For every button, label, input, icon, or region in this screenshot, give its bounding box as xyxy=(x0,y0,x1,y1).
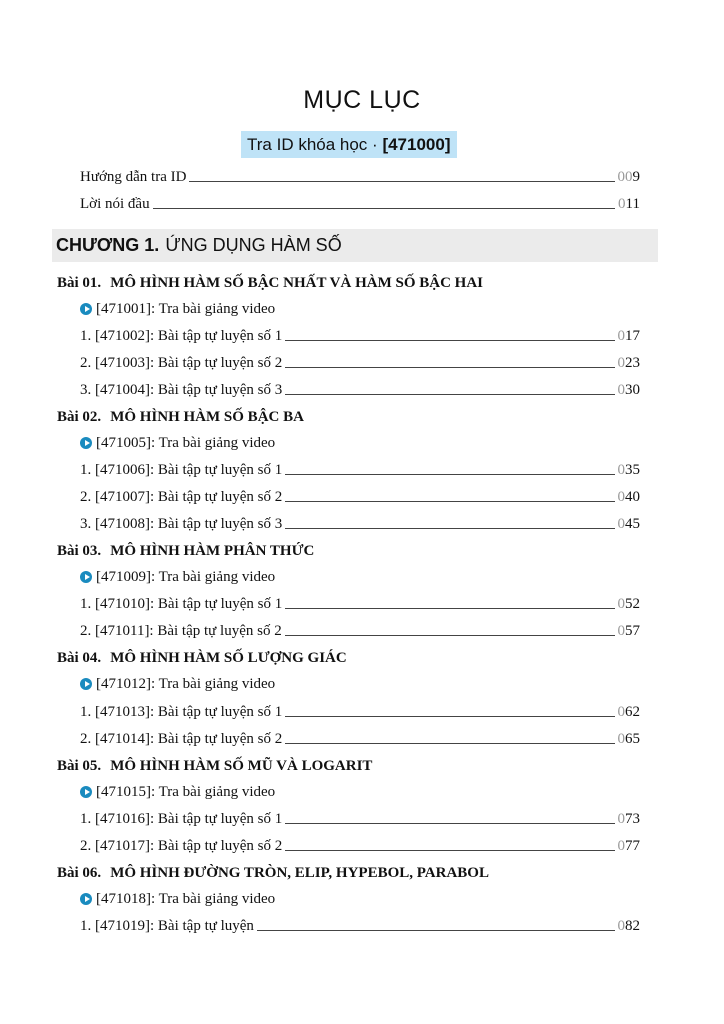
leader-line xyxy=(285,340,614,341)
page-number: 030 xyxy=(617,382,640,398)
video-link-label: [471015]: Tra bài giảng video xyxy=(96,783,276,800)
page-number: 035 xyxy=(617,462,640,478)
page-number: 023 xyxy=(617,355,640,371)
page-number: 057 xyxy=(617,623,640,639)
leader-line xyxy=(285,474,614,475)
lesson-number: Bài 04. xyxy=(57,650,102,666)
toc-entry-label: 2. [471011]: Bài tập tự luyện số 2 xyxy=(80,623,282,639)
lesson-heading[interactable] xyxy=(57,753,372,775)
toc-entry[interactable] xyxy=(80,701,640,721)
toc-entry[interactable] xyxy=(80,593,640,613)
video-link[interactable] xyxy=(80,433,275,453)
toc-entry[interactable] xyxy=(80,835,640,855)
page-number: 017 xyxy=(617,328,640,344)
lesson-title: MÔ HÌNH HÀM SỐ BẬC BA xyxy=(110,409,304,425)
leader-line xyxy=(285,743,614,744)
lesson-number: Bài 01. xyxy=(57,275,102,291)
toc-entry-label: 1. [471010]: Bài tập tự luyện số 1 xyxy=(80,596,283,612)
lesson-number: Bài 03. xyxy=(57,543,102,559)
leader-line xyxy=(285,501,614,502)
video-link[interactable] xyxy=(80,567,275,587)
toc-entry[interactable] xyxy=(80,808,640,828)
video-link[interactable] xyxy=(80,889,275,909)
page-number: 073 xyxy=(617,811,640,827)
leader-line xyxy=(285,528,614,529)
leader-line xyxy=(285,716,614,717)
toc-entry[interactable] xyxy=(80,513,640,533)
play-icon xyxy=(80,678,92,690)
video-link-label: [471012]: Tra bài giảng video xyxy=(96,675,276,692)
toc-entry[interactable] xyxy=(80,379,640,399)
page-number: 077 xyxy=(617,838,640,854)
toc-entry-label: 2. [471007]: Bài tập tự luyện số 2 xyxy=(80,489,283,505)
video-link-label: [471001]: Tra bài giảng video xyxy=(96,300,276,317)
play-icon xyxy=(80,437,92,449)
lesson-number: Bài 02. xyxy=(57,409,102,425)
toc-entry-label: Hướng dẫn tra ID xyxy=(80,169,187,185)
leader-line xyxy=(285,850,614,851)
page-number: 065 xyxy=(617,731,640,747)
lesson-heading[interactable] xyxy=(57,538,314,560)
lesson-title: MÔ HÌNH HÀM SỐ BẬC NHẤT VÀ HÀM SỐ BẬC HAI xyxy=(110,275,483,291)
leader-line xyxy=(189,181,614,182)
toc-entry-label: 2. [471003]: Bài tập tự luyện số 2 xyxy=(80,355,283,371)
leader-line xyxy=(285,608,614,609)
page-title: MỤC LỤC xyxy=(303,86,421,114)
leader-line xyxy=(257,930,615,931)
course-id-lookup xyxy=(241,131,457,158)
play-icon xyxy=(80,303,92,315)
toc-entry-label: Lời nói đầu xyxy=(80,196,150,212)
toc-entry[interactable] xyxy=(80,193,640,213)
play-icon xyxy=(80,786,92,798)
chapter-heading[interactable] xyxy=(52,229,658,262)
toc-entry[interactable] xyxy=(80,325,640,345)
leader-line xyxy=(285,635,615,636)
toc-entry-label: 1. [471019]: Bài tập tự luyện xyxy=(80,918,254,934)
toc-entry-label: 2. [471017]: Bài tập tự luyện số 2 xyxy=(80,838,283,854)
toc-entry[interactable] xyxy=(80,459,640,479)
video-link-label: [471009]: Tra bài giảng video xyxy=(96,568,276,585)
lesson-number: Bài 06. xyxy=(57,865,102,881)
page-number: 062 xyxy=(617,704,640,720)
course-lookup-label: Tra ID khóa học · xyxy=(247,135,378,154)
toc-entry-label: 3. [471008]: Bài tập tự luyện số 3 xyxy=(80,516,283,532)
play-icon xyxy=(80,571,92,583)
lesson-heading[interactable] xyxy=(57,860,489,882)
leader-line xyxy=(285,823,614,824)
page-number: 045 xyxy=(617,516,640,532)
toc-entry[interactable] xyxy=(80,486,640,506)
lesson-heading[interactable] xyxy=(57,645,347,667)
page-number: 040 xyxy=(617,489,640,505)
lesson-title: MÔ HÌNH HÀM SỐ MŨ VÀ LOGARIT xyxy=(110,758,373,774)
chapter-title: ỨNG DỤNG HÀM SỐ xyxy=(165,235,342,255)
lesson-title: MÔ HÌNH HÀM PHÂN THỨC xyxy=(110,543,315,559)
toc-entry[interactable] xyxy=(80,620,640,640)
video-link-label: [471005]: Tra bài giảng video xyxy=(96,434,276,451)
lesson-number: Bài 05. xyxy=(57,758,102,774)
toc-entry[interactable] xyxy=(80,352,640,372)
toc-entry-label: 1. [471016]: Bài tập tự luyện số 1 xyxy=(80,811,283,827)
toc-entry[interactable] xyxy=(80,166,640,186)
page-number: 082 xyxy=(617,918,640,934)
lesson-heading[interactable] xyxy=(57,404,304,426)
page-number: 011 xyxy=(618,196,640,212)
toc-entry[interactable] xyxy=(80,728,640,748)
chapter-number: CHƯƠNG 1. xyxy=(56,235,160,255)
video-link[interactable] xyxy=(80,674,275,694)
lesson-title: MÔ HÌNH HÀM SỐ LƯỢNG GIÁC xyxy=(110,650,347,666)
leader-line xyxy=(285,367,614,368)
toc-entry-label: 3. [471004]: Bài tập tự luyện số 3 xyxy=(80,382,283,398)
video-link[interactable] xyxy=(80,299,275,319)
toc-entry-label: 2. [471014]: Bài tập tự luyện số 2 xyxy=(80,731,283,747)
toc-entry-label: 1. [471013]: Bài tập tự luyện số 1 xyxy=(80,704,283,720)
page-number: 009 xyxy=(617,169,640,185)
video-link[interactable] xyxy=(80,782,275,802)
toc-entry-label: 1. [471002]: Bài tập tự luyện số 1 xyxy=(80,328,283,344)
page-number: 052 xyxy=(617,596,640,612)
course-id: [471000] xyxy=(382,135,451,154)
lesson-title: MÔ HÌNH ĐƯỜNG TRÒN, ELIP, HYPEBOL, PARABOL xyxy=(110,865,489,881)
toc-entry-label: 1. [471006]: Bài tập tự luyện số 1 xyxy=(80,462,283,478)
leader-line xyxy=(285,394,614,395)
video-link-label: [471018]: Tra bài giảng video xyxy=(96,890,276,907)
lesson-heading[interactable] xyxy=(57,270,483,292)
toc-entry[interactable] xyxy=(80,915,640,935)
play-icon xyxy=(80,893,92,905)
leader-line xyxy=(153,208,615,209)
